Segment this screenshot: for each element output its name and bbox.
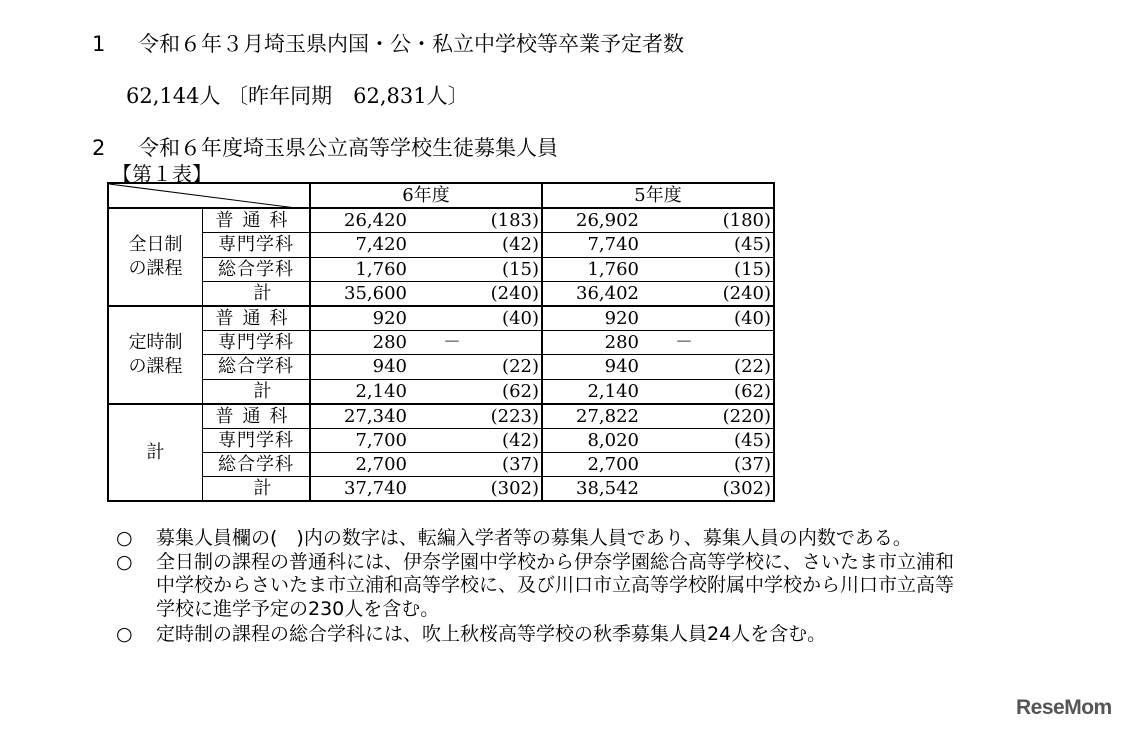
value-year-6: 1,760 bbox=[310, 257, 409, 281]
value-year-5: 2,700 bbox=[542, 453, 641, 477]
table-row bbox=[108, 257, 774, 281]
notes-section bbox=[116, 527, 986, 647]
transfer-year-5: (45) bbox=[641, 428, 774, 452]
row-subject: 計 bbox=[203, 281, 311, 306]
transfer-year-5: (240) bbox=[641, 281, 774, 306]
transfer-year-6: (62) bbox=[409, 379, 542, 404]
table-row bbox=[108, 355, 774, 379]
table-header-row bbox=[108, 183, 774, 208]
section2-title: 令和６年度埼玉県公立高等学校生徒募集人員 bbox=[138, 136, 558, 160]
enrollment-table bbox=[107, 182, 775, 502]
group-label bbox=[108, 306, 203, 404]
row-subject: 計 bbox=[203, 379, 311, 404]
value-year-6: 7,700 bbox=[310, 428, 409, 452]
graduates-count: 62,144人 〔昨年同期 62,831人〕 bbox=[126, 84, 469, 108]
section1-number: 1 bbox=[92, 32, 106, 56]
transfer-year-5: (37) bbox=[641, 453, 774, 477]
row-subject: 計 bbox=[203, 477, 311, 502]
transfer-year-5: (40) bbox=[641, 306, 774, 331]
table-row bbox=[108, 453, 774, 477]
group-label-line1: 全日制 bbox=[128, 234, 183, 256]
table-row bbox=[108, 306, 774, 331]
note-bullet: ○ bbox=[116, 623, 133, 645]
note-item bbox=[116, 527, 986, 551]
transfer-year-6: (223) bbox=[409, 404, 542, 429]
value-year-6: 7,420 bbox=[310, 233, 409, 257]
value-year-6: 2,700 bbox=[310, 453, 409, 477]
value-year-6: 920 bbox=[310, 306, 409, 331]
row-subject: 普通科 bbox=[203, 306, 311, 331]
note-bullet: ○ bbox=[116, 550, 133, 573]
transfer-year-6: (22) bbox=[409, 355, 542, 379]
section2-number: 2 bbox=[92, 136, 106, 160]
table-row bbox=[108, 379, 774, 404]
value-year-5: 38,542 bbox=[542, 477, 641, 502]
row-subject: 専門学科 bbox=[203, 331, 311, 355]
value-year-5: 27,822 bbox=[542, 404, 641, 429]
transfer-year-6: (37) bbox=[409, 453, 542, 477]
value-year-6: 35,600 bbox=[310, 281, 409, 306]
transfer-year-6: (15) bbox=[409, 257, 542, 281]
header-year-6: 6年度 bbox=[310, 183, 542, 208]
group-label bbox=[108, 208, 203, 306]
transfer-year-5: (22) bbox=[641, 355, 774, 379]
transfer-year-5: － bbox=[641, 331, 774, 355]
value-year-5: 2,140 bbox=[542, 379, 641, 404]
group-label-line1: 計 bbox=[146, 441, 165, 463]
transfer-year-6: (42) bbox=[409, 428, 542, 452]
value-year-5: 920 bbox=[542, 306, 641, 331]
table-row bbox=[108, 404, 774, 429]
note-item bbox=[116, 551, 986, 622]
row-subject: 普通科 bbox=[203, 208, 311, 233]
table-corner-cell bbox=[108, 183, 310, 208]
table-row bbox=[108, 428, 774, 452]
value-year-5: 1,760 bbox=[542, 257, 641, 281]
group-label-line2: の課程 bbox=[128, 258, 183, 280]
value-year-6: 26,420 bbox=[310, 208, 409, 233]
resemom-logo: ReseMom bbox=[1016, 696, 1112, 719]
transfer-year-6: (240) bbox=[409, 281, 542, 306]
table-row bbox=[108, 281, 774, 306]
group-label-line2: の課程 bbox=[128, 355, 183, 377]
group-label-line1: 定時制 bbox=[128, 331, 183, 353]
value-year-5: 36,402 bbox=[542, 281, 641, 306]
note-text: 募集人員欄の( )内の数字は、転編入学者等の募集人員であり、募集人員の内数である。 bbox=[156, 527, 912, 549]
value-year-5: 26,902 bbox=[542, 208, 641, 233]
group-label bbox=[108, 404, 203, 502]
row-subject: 総合学科 bbox=[203, 453, 311, 477]
value-year-5: 940 bbox=[542, 355, 641, 379]
table-row bbox=[108, 477, 774, 502]
row-subject: 総合学科 bbox=[203, 355, 311, 379]
corner-diagonal-line bbox=[109, 184, 296, 208]
section1-heading bbox=[92, 28, 684, 58]
table-row bbox=[108, 208, 774, 233]
table-label: 【第１表】 bbox=[112, 162, 212, 186]
transfer-year-6: － bbox=[409, 331, 542, 355]
header-year-5: 5年度 bbox=[542, 183, 774, 208]
value-year-6: 27,340 bbox=[310, 404, 409, 429]
value-year-5: 280 bbox=[542, 331, 641, 355]
value-year-6: 37,740 bbox=[310, 477, 409, 502]
note-bullet: ○ bbox=[116, 527, 133, 549]
row-subject: 専門学科 bbox=[203, 428, 311, 452]
note-text: 定時制の課程の総合学科には、吹上秋桜高等学校の秋季募集人員24人を含む。 bbox=[156, 623, 827, 645]
transfer-year-5: (302) bbox=[641, 477, 774, 502]
section1-title: 令和６年３月埼玉県内国・公・私立中学校等卒業予定者数 bbox=[138, 32, 684, 56]
note-item bbox=[116, 623, 986, 647]
transfer-year-5: (62) bbox=[641, 379, 774, 404]
value-year-5: 7,740 bbox=[542, 233, 641, 257]
row-subject: 総合学科 bbox=[203, 257, 311, 281]
row-subject: 専門学科 bbox=[203, 233, 311, 257]
value-year-5: 8,020 bbox=[542, 428, 641, 452]
value-year-6: 940 bbox=[310, 355, 409, 379]
table-row bbox=[108, 233, 774, 257]
transfer-year-6: (302) bbox=[409, 477, 542, 502]
transfer-year-5: (180) bbox=[641, 208, 774, 233]
transfer-year-5: (45) bbox=[641, 233, 774, 257]
value-year-6: 280 bbox=[310, 331, 409, 355]
value-year-6: 2,140 bbox=[310, 379, 409, 404]
transfer-year-6: (183) bbox=[409, 208, 542, 233]
transfer-year-5: (15) bbox=[641, 257, 774, 281]
note-text: 全日制の課程の普通科には、伊奈学園中学校から伊奈学園総合高等学校に、さいたま市立浦和中学校からさいたま市立浦和高等学校に、及び川口市立高等学校附属中学校から川口市立高等学校に進学予定の230人を含む。 bbox=[156, 550, 955, 620]
transfer-year-6: (40) bbox=[409, 306, 542, 331]
row-subject: 普通科 bbox=[203, 404, 311, 429]
transfer-year-6: (42) bbox=[409, 233, 542, 257]
transfer-year-5: (220) bbox=[641, 404, 774, 429]
table-row bbox=[108, 331, 774, 355]
